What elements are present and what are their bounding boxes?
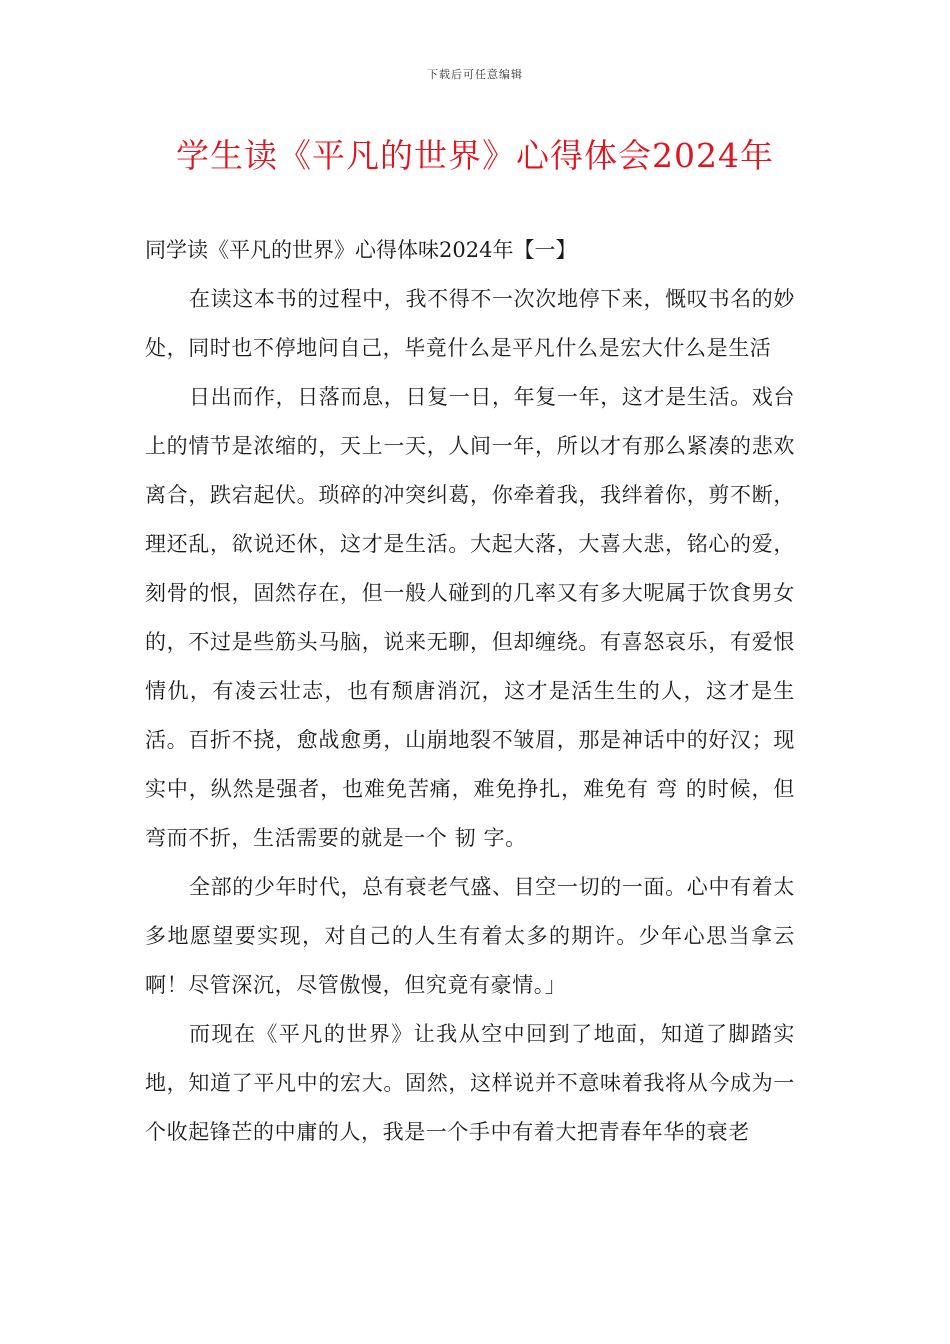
page-title: 学生读《平凡的世界》心得体会2024年 (176, 136, 774, 175)
paragraph-3: 全部的少年时代，总有衰老气盛、目空一切的一面。心中有着太多地愿望要实现，对自己的人生有着太多的期许。少年心思当拿云啊！尽管深沉，尽管傲慢，但究竟有豪情。」 (145, 875, 795, 997)
paragraph-1: 在读这本书的过程中，我不得不一次次地停下来，慨叹书名的妙处，同时也不停地问自己，毕竟什么是平凡什么是宏大什么是生活 (145, 287, 795, 360)
document-body (145, 226, 795, 1157)
paragraph-4: 而现在《平凡的世界》让我从空中回到了地面，知道了脚踏实地，知道了平凡中的宏大。固然，这样说并不意味着我将从今成为一个收起锋芒的中庸的人，我是一个手中有着大把青春年华的衰老 (145, 1022, 795, 1144)
header-note: 下载后可任意编辑 (427, 68, 523, 81)
section-heading: 同学读《平凡的世界》心得体味2024年【一】 (145, 238, 577, 262)
paragraph-2: 日出而作，日落而息，日复一日，年复一年，这才是生活。戏台上的情节是浓缩的，天上一天，人间一年，所以才有那么紧凑的悲欢离合，跌宕起伏。琐碎的冲突纠葛，你牵着我，我绊着你，剪不断，理还乱，欲说还休，这才是生活。大起大落，大喜大悲，铭心的爱，刻骨的恨，固然存在，但一般人碰到的几率又有多大呢属于饮食男女的，不过是些筋头马脑，说来无聊，但却缠绕。有喜怒哀乐，有爱恨情仇，有凌云壮志，也有颓唐消沉，这才是活生生的人，这才是生活。百折不挠，愈战愈勇，山崩地裂不皱眉，那是神话中的好汉；现实中，纵然是强者，也难免苦痛，难免挣扎，难免有 弯 的时候，但弯而不折，生活需要的就是一个 韧 字。 (145, 385, 795, 850)
